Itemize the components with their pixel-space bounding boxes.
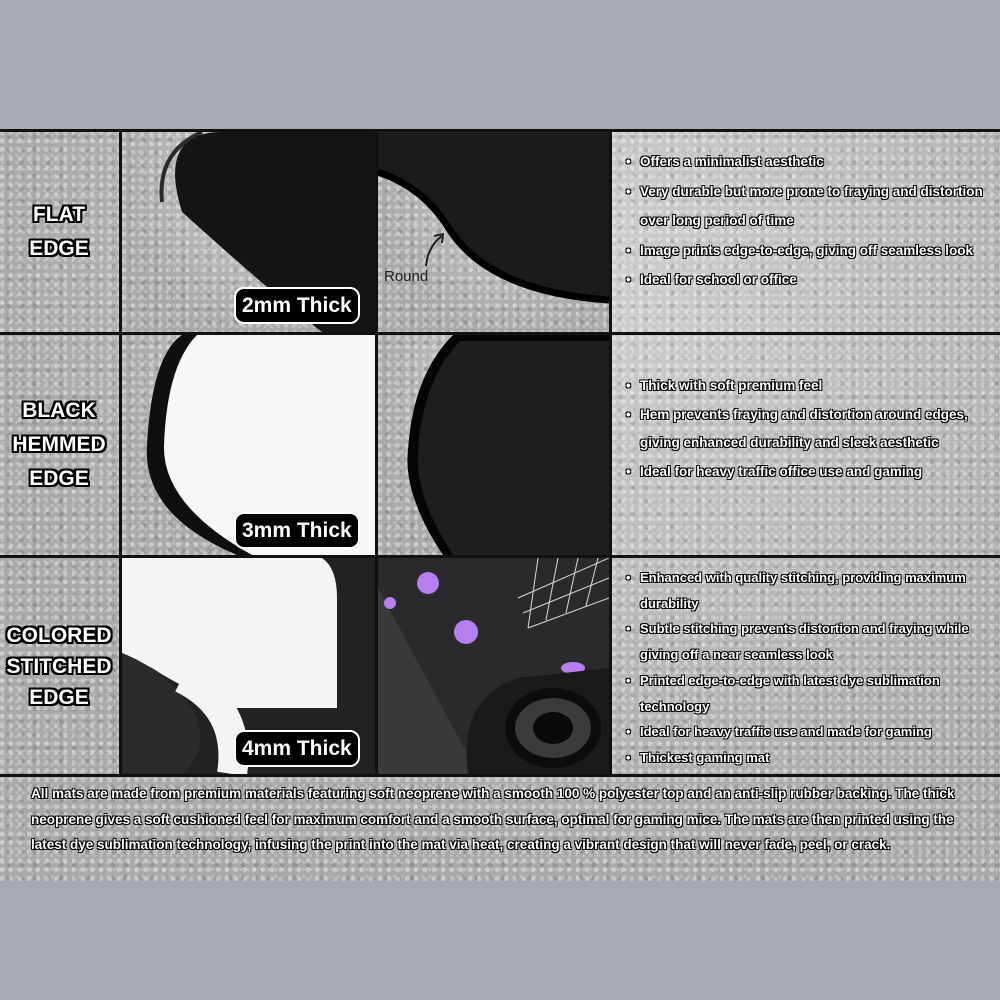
round-annotation: Round	[384, 268, 429, 285]
row-label-line: EDGE	[29, 685, 89, 709]
flat-edge-features	[612, 147, 996, 295]
thickness-badge: 2mm Thick	[234, 287, 360, 324]
patterned-stitched-mat-graphic	[378, 558, 609, 774]
feature-item: • Image prints edge-to-edge, giving off seamless look	[612, 236, 996, 266]
row-label-flat-edge	[0, 132, 118, 332]
feature-item: • Very durable but more prone to fraying and distortion over long period of time	[612, 177, 996, 236]
row-label-line: EDGE	[29, 467, 89, 490]
flat-edge-photo-corner	[122, 132, 375, 332]
row-label-line: BLACK	[22, 399, 96, 422]
row-label-line: STITCHED	[6, 654, 112, 678]
grid-divider	[0, 332, 1000, 335]
grid-divider	[0, 774, 1000, 777]
stitched-edge-photo-patterned	[378, 558, 609, 774]
row-label-colored-stitched-edge	[0, 558, 118, 774]
stitched-edge-photo-rolled	[122, 558, 375, 774]
feature-item: • Thickest gaming mat	[612, 745, 996, 771]
feature-item: • Ideal for school or office	[612, 265, 996, 295]
grid-divider	[0, 555, 1000, 558]
feature-item: • Offers a minimalist aesthetic	[612, 147, 996, 177]
stitched-edge-features	[612, 565, 996, 771]
grid-divider	[0, 129, 1000, 132]
grid-divider	[375, 129, 378, 777]
row-label-black-hemmed-edge	[0, 335, 118, 555]
flat-edge-photo-round	[378, 132, 609, 332]
row-label-line: COLORED	[6, 623, 112, 647]
grid-divider	[609, 129, 612, 777]
round-edge-graphic	[378, 132, 609, 332]
hemmed-edge-features	[612, 372, 996, 486]
thickness-badge: 4mm Thick	[234, 730, 360, 767]
row-label-line: FLAT	[32, 203, 86, 226]
feature-item: • Ideal for heavy traffic use and made for gaming	[612, 719, 996, 745]
feature-item: • Thick with soft premium feel	[612, 372, 996, 401]
arrow-up-right-icon	[422, 230, 448, 268]
feature-item: • Enhanced with quality stitching, providing maximum durability	[612, 565, 996, 616]
thickness-badge: 3mm Thick	[234, 512, 360, 549]
materials-description: All mats are made from premium materials featuring soft neoprene with a smooth 100 % polyester top and an anti-slip rubber backing. The thick neoprene gives a soft cushioned feel for maximum comfort and a smooth surface, optimal for gaming mice. The mats are then printed using the latest dye sublimation technology, infusing the print into the mat via heat, creating a vibrant design that will never fade, peel, or crack.	[31, 786, 955, 852]
hemmed-edge-photo-white	[122, 335, 375, 555]
feature-item: • Ideal for heavy traffic office use and gaming	[612, 458, 996, 487]
grid-divider	[119, 129, 122, 777]
black-hemmed-mat-graphic	[378, 335, 609, 555]
row-label-line: EDGE	[29, 237, 89, 260]
feature-item: • Hem prevents fraying and distortion around edges, giving enhanced durability and sleek aesthetic	[612, 401, 996, 458]
feature-item: • Subtle stitching prevents distortion and fraying while giving off a near seamless look	[612, 616, 996, 667]
row-label-line: HEMMED	[12, 433, 106, 456]
hemmed-edge-photo-black	[378, 335, 609, 555]
feature-item: • Printed edge-to-edge with latest dye sublimation technology	[612, 668, 996, 719]
